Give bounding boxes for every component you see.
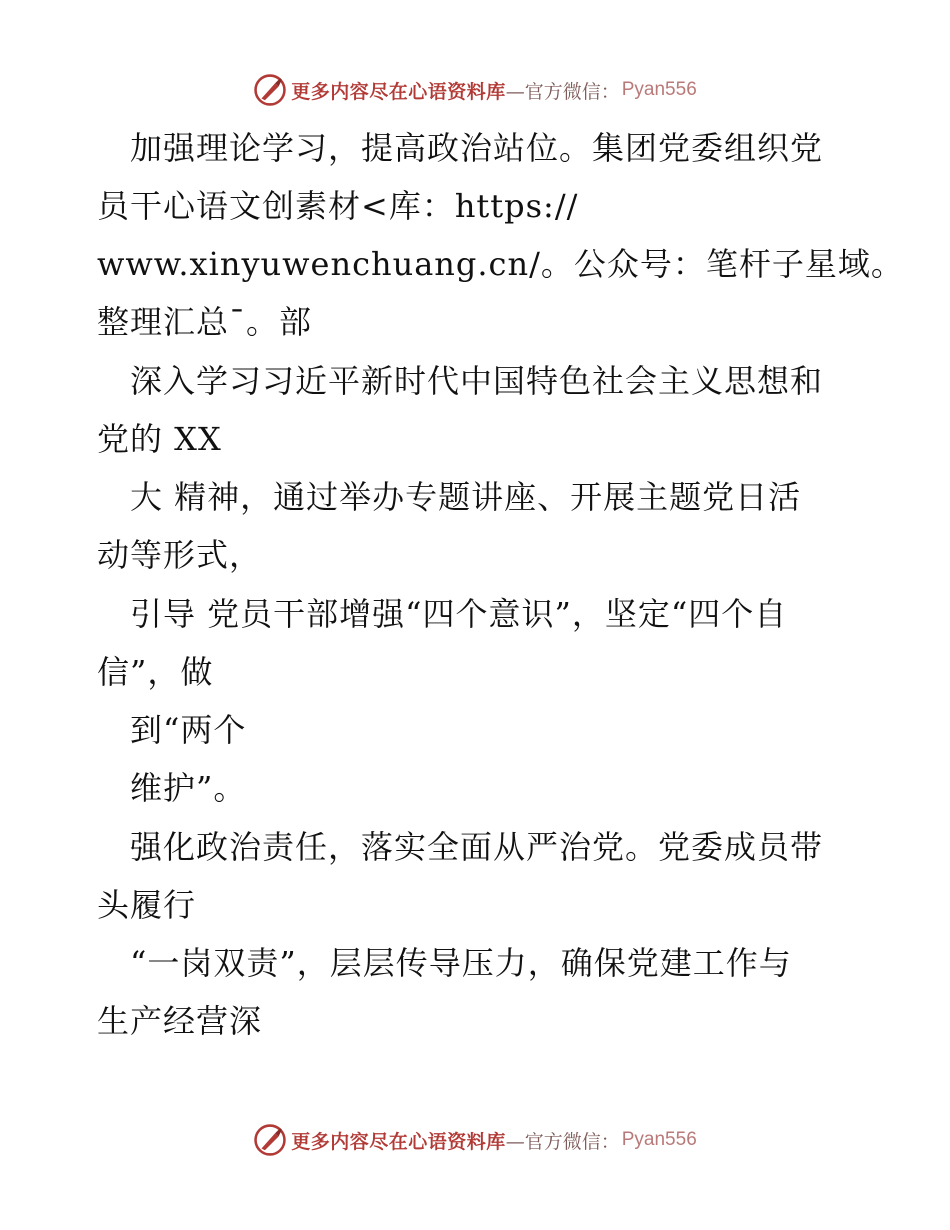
header-wechat-id: Pyan556 [621, 79, 697, 100]
body-line: 信”，做 [97, 653, 214, 691]
footer-wechat-id: Pyan556 [621, 1129, 697, 1150]
body-line: 到“两个 [97, 711, 247, 749]
header-banner-separator: —官方微信： [505, 80, 620, 103]
body-line: www.xinyuwenchuang.cn/。公众号：笔杆子星域。 [97, 245, 904, 283]
body-line: 党的 XX [97, 420, 222, 458]
footer-banner-text: 更多内容尽在心语资料库 [291, 1130, 506, 1153]
footer-watermark-banner [0, 1120, 950, 1160]
body-line: “一岗双责”，层层传导压力，确保党建工作与 [97, 944, 792, 982]
body-line: 员干心语文创素材<库：https:// [97, 187, 579, 225]
body-line: 动等形式， [97, 536, 263, 574]
body-line: 维护”。 [97, 769, 247, 807]
header-watermark-banner [0, 70, 950, 110]
body-line: 头履行 [97, 886, 197, 924]
body-line: 生产经营深 [97, 1002, 263, 1040]
body-line: 强化政治责任，落实全面从严治党。党委成员带 [97, 828, 824, 866]
footer-banner-separator: —官方微信： [505, 1130, 620, 1153]
body-line: 引导 党员干部增强“四个意识”，坚定“四个自 [97, 595, 788, 633]
body-line: 大 精神，通过举办专题讲座、开展主题党日活 [97, 478, 802, 516]
body-line: 加强理论学习，提高政治站位。集团党委组织党 [97, 129, 824, 167]
quill-logo-icon [253, 1123, 287, 1157]
body-line: 整理汇总¯。部 [97, 303, 313, 341]
header-banner-text: 更多内容尽在心语资料库 [291, 80, 506, 103]
body-line: 深入学习习近平新时代中国特色社会主义思想和 [97, 362, 824, 400]
quill-logo-icon [253, 73, 287, 107]
